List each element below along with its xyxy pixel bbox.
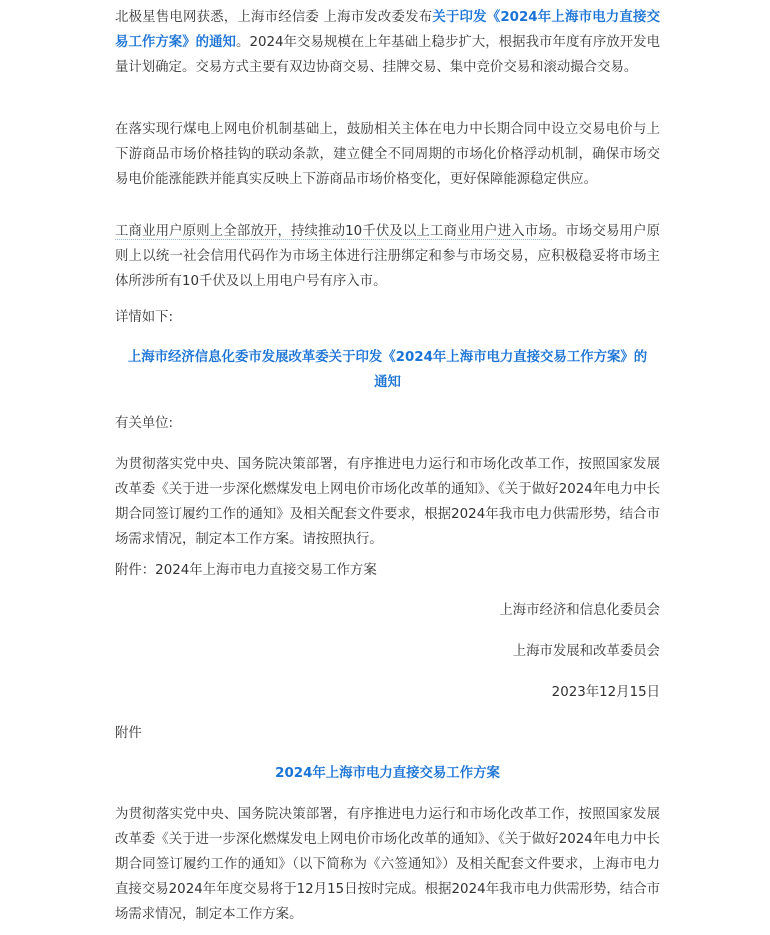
notice-title: 上海市经济信息化委市发展改革委关于印发《2024年上海市电力直接交易工作方案》的通知 xyxy=(127,350,648,390)
intro-paragraph xyxy=(115,5,660,80)
price-paragraph: 在落实现行煤电上网电价机制基础上，鼓励相关主体在电力中长期合同中设立交易电价与上下游商品市场价格挂钩的联动条款，建立健全不同周期的市场化价格浮动机制，确保市场交易电价能涨能跌并能真实反映上下游商品市场价格变化，更好保障能源稳定供应。 xyxy=(115,122,660,187)
signature-agency-1: 上海市经济和信息化委员会 xyxy=(499,603,660,618)
attachment-label: 附件 xyxy=(115,726,142,741)
plan-title: 2024年上海市电力直接交易工作方案 xyxy=(275,766,500,781)
users-rest: 。市场交易用户原则上以统一社会信用代码作为市场主体进行注册绑定和参与市场交易，应积极稳妥将市场主体所涉所有10千伏及以上用电户号有序入市。 xyxy=(115,224,660,289)
plan-body: 为贯彻落实党中央、国务院决策部署，有序推进电力运行和市场化改革工作，按照国家发展改革委《关于进一步深化燃煤发电上网电价市场化改革的通知》、《关于做好2024年电力中长期合同签订履约工作的通知》（以下简称为《六签通知》）及相关配套文件要求，上海市电力直接交易2024年年度交易将于12月15日按时完成。根据2024年我市电力供需形势，结合市场需求情况，制定本工作方案。 xyxy=(115,807,660,922)
intro-prefix: 北极星售电网获悉， xyxy=(115,10,238,25)
intro-agencies: 上海市经信委 上海市发改委发布 xyxy=(237,10,433,25)
intro-rest: 。2024年交易规模在上年基础上稳步扩大，根据我市年度有序放开发电量计划确定。交易方式主要有双边协商交易、挂牌交易、集中竞价交易和滚动撮合交易。 xyxy=(115,35,661,75)
signature-agency-2: 上海市发展和改革委员会 xyxy=(512,644,660,659)
users-highlight: 工商业用户原则上全部放开，持续推动10千伏及以上工商业用户进入市场 xyxy=(115,224,552,239)
attachment-line: 附件：2024年上海市电力直接交易工作方案 xyxy=(115,563,377,578)
signature-date: 2023年12月15日 xyxy=(551,685,660,700)
notice-link[interactable]: 关于印发《2024年上海市电力直接交易工作方案》的通知 xyxy=(115,10,660,50)
notice-body: 为贯彻落实党中央、国务院决策部署，有序推进电力运行和市场化改革工作，按照国家发展改革委《关于进一步深化燃煤发电上网电价市场化改革的通知》、《关于做好2024年电力中长期合同签订履约工作的通知》及相关配套文件要求，根据2024年我市电力供需形势，结合市场需求情况，制定本工作方案。请按照执行。 xyxy=(115,457,660,547)
users-paragraph xyxy=(115,219,660,294)
details-label: 详情如下: xyxy=(115,310,174,325)
greeting: 有关单位: xyxy=(115,416,174,431)
